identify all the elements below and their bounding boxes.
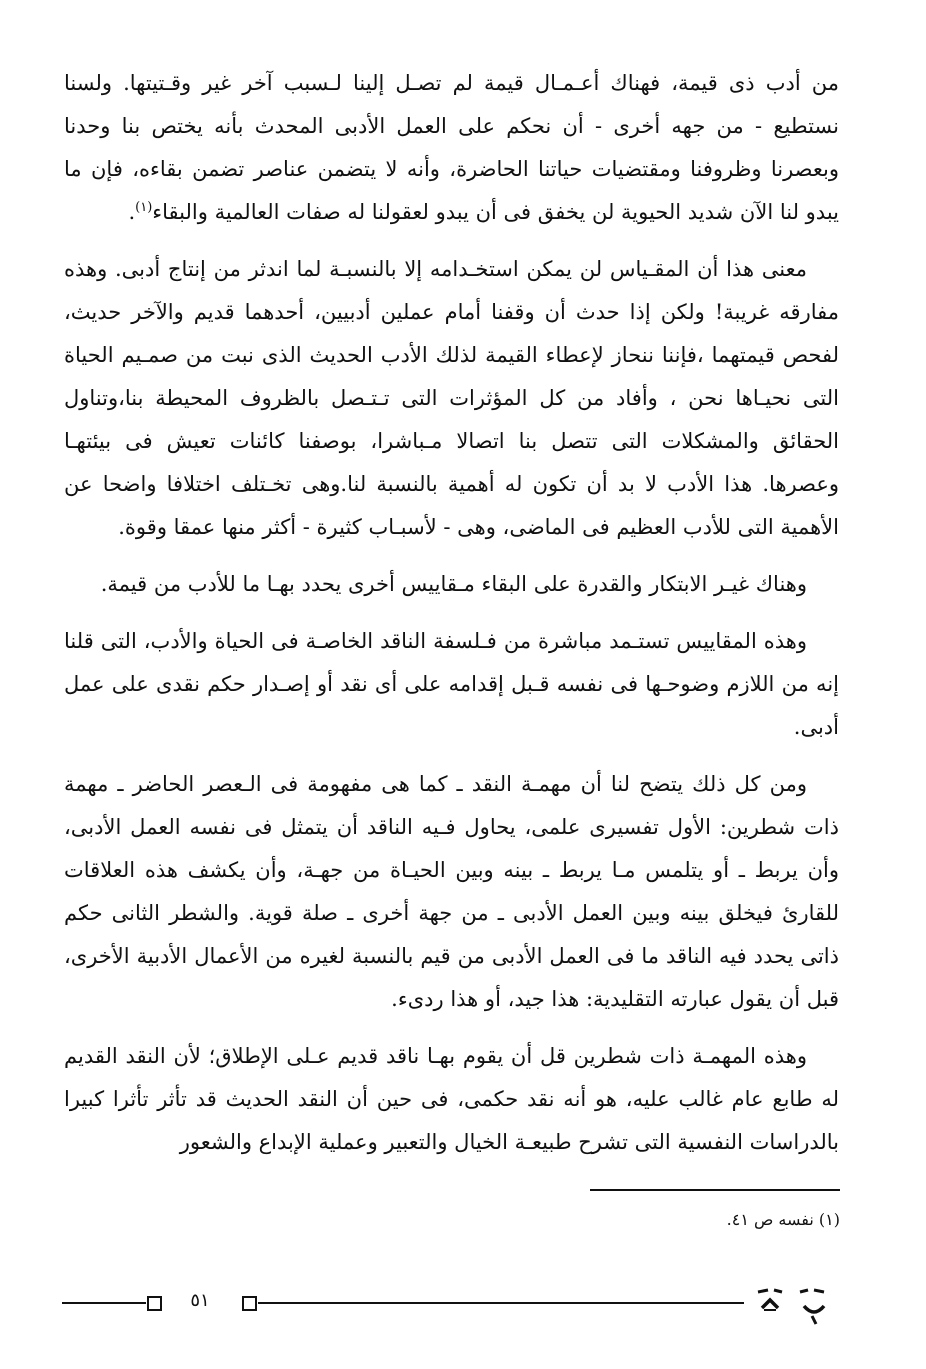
paragraph-1-tail: . — [128, 200, 136, 224]
paragraph-1 — [64, 62, 839, 234]
paragraph-6: وهذه المهمـة ذات شطرين قل أن يقوم بهـا ناقد قديم عـلى الإطلاق؛ لأن النقد القديم له طابع عام غالب عليه، هو أنه نقد حكمى، فى حين أن النقد الحديث قد تأثر تأثرا كبيرا بالدراسات النفسية التى تشرح طبيعـة الخيال والتعبير وعملية الإبداع والشعور — [64, 1044, 839, 1154]
page-footer — [0, 1280, 926, 1340]
footer-square-left-icon — [147, 1296, 162, 1311]
footer-rule-right — [258, 1302, 744, 1304]
footer-square-right-icon — [242, 1296, 257, 1311]
page-number: ٥١ — [190, 1290, 210, 1311]
paragraph-2: معنى هذا أن المقـياس لن يمكن استخـدامه إلا بالنسبـة لما اندثر من إنتاج أدبى. وهذه مفارقه غريبة! ولكن إذا حدث أن وقفنا أمام عملين أدبيين، أحدهما قديم والآخر حديث، لفحص قيمتهما ،فإننا ننحاز لإعطاء القيمة لذلك الأدب الحديث الذى نبت من صمـيم الحياة التى نحيـاها نحن ، وأفاد من كل المؤثرات التى تـتـصل بالظروف المحيطة بنا،وتناول الحقائق والمشكلات التى تتصل بنا اتصالا مـباشرا، بوصفنا كائنات تعيش فى بيئتهـا وعصرها. هذا الأدب لا بد أن تكون له أهمية بالنسبة لنا.وهى تخـتلف اختلافا واضحا عن الأهمية التى للأدب العظيم فى الماضى، وهى - لأسبـاب كثيرة - أكثر منها عمقا وقوة. — [64, 257, 839, 539]
footnote-separator — [590, 1189, 840, 1191]
footer-ornament-icon — [752, 1282, 842, 1332]
paragraph-4: وهذه المقاييس تستـمد مباشرة من فـلسفة الناقد الخاصـة فى الحياة والأدب، التى قلنا إنه من اللازم وضوحـها فى نفسه قـبل إقدامه على أى نقد أو إصـدار حكم نقدى على عمل أدبى. — [64, 629, 839, 739]
paragraph-3: وهناك غيـر الابتكار والقدرة على البقاء مـقاييس أخرى يحدد بهـا ما للأدب من قيمة. — [100, 572, 807, 596]
paragraph-1-text: من أدب ذى قيمة، فهناك أعـمـال قيمة لم تصـل إلينا لـسبب آخر غير وقـتيتها. ولسنا نستطيع - من جهه أخرى - أن نحكم على العمل الأدبى المحدث بأنه يختص بنا وحدنا وبعصرنا وظروفنا ومقتضيات حياتنا الحاضرة، وأنه لا يتضمن عناصر تضمن بقاءه، فإن ما يبدو لنا الآن شديد الحيوية لن يخفق فى أن يبدو لعقولنا له صفات العالمية والبقاء — [64, 71, 839, 224]
footer-rule-left — [62, 1302, 146, 1304]
page-body — [64, 62, 839, 1178]
footnote-reference[interactable]: (١) — [135, 200, 153, 215]
footnote: (١) نفسه ص ٤١. — [726, 1210, 840, 1229]
paragraph-5: ومن كل ذلك يتضح لنا أن مهمـة النقد ـ كما هى مفهومة فى الـعصر الحاضر ـ مهمة ذات شطرين: الأول تفسيرى علمى، يحاول فـيه الناقد أن يتمثل فى نفسه العمل الأدبى، وأن يربط ـ أو يتلمس مـا يربط ـ بينه وبين الحيـاة من جهـة، وأن يكشف هذه العلاقات للقارئ فيخلق بينه وبين العمل الأدبى ـ من جهة أخرى ـ صلة قوية. والشطر الثانى حكم ذاتى يحدد فيه الناقد ما فى العمل الأدبى من قيم بالنسبة لغيره من الأعمال الأدبية الأخرى، قبل أن يقول عبارته التقليدية: هذا جيد، أو هذا ردىء. — [64, 772, 839, 1011]
